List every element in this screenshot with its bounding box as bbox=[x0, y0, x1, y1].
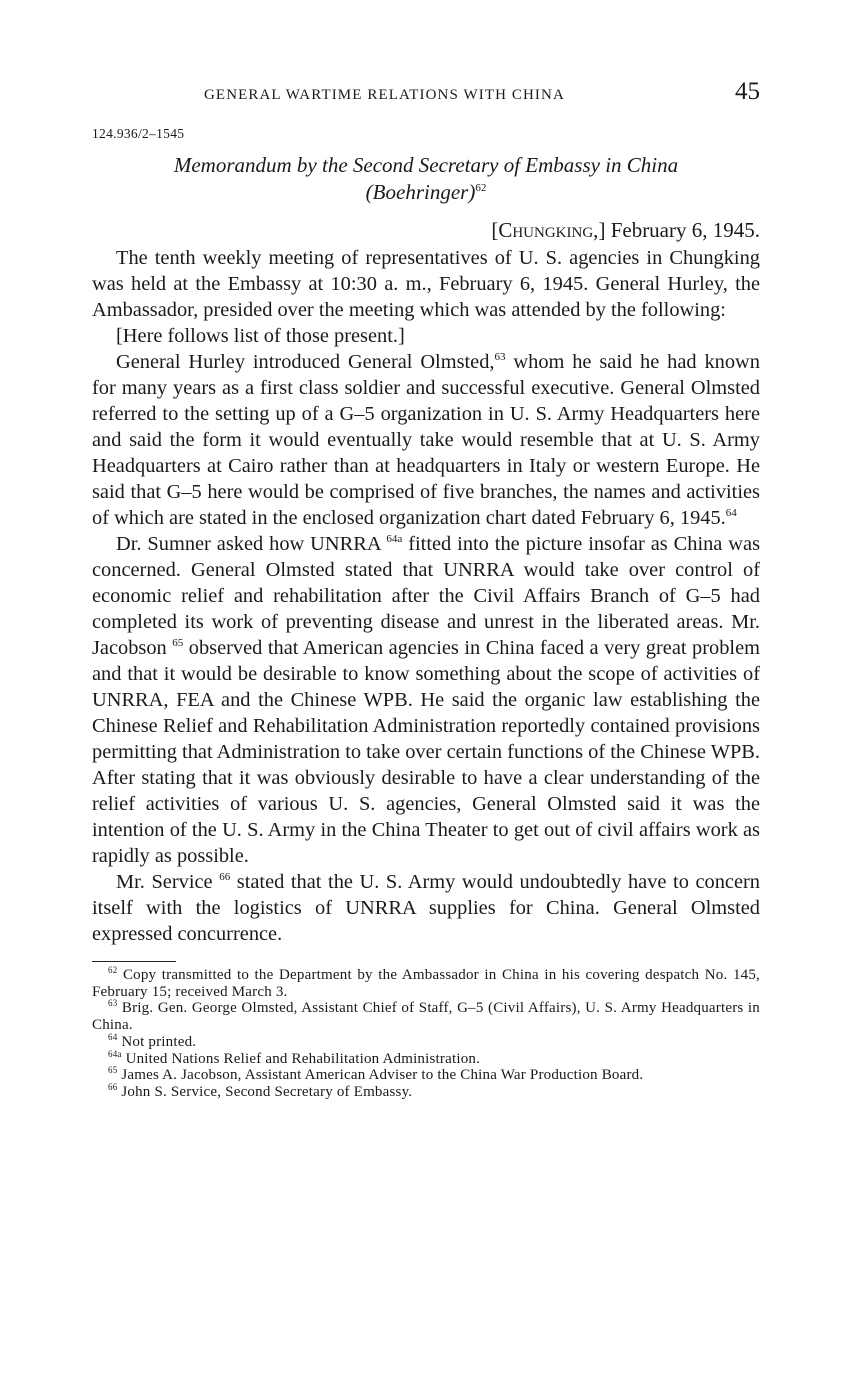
footnote-text: United Nations Relief and Rehabilitation Administration. bbox=[125, 1050, 481, 1067]
paragraph-text: observed that American agencies in China faced a very great problem and that it would be desirable to know something about the scope of activities of UNRRA, FEA and the Chinese WPB. He said the organic law establishing the Chinese Relief and Rehabilitation Administration reportedly contained provisions permitting that Administration to take over certain functions of the Chinese WPB. After stating that it was obviously desirable to have a clear understanding of the relief activities of various U. S. agencies, General Olmsted said it was the intention of the U. S. Army in the China Theater to get out of civil affairs work as rapidly as possible. bbox=[92, 637, 760, 867]
footnote-text: James A. Jacobson, Assistant American Adviser to the China War Production Board. bbox=[121, 1067, 644, 1084]
document-page bbox=[92, 78, 760, 1101]
footnote-mark: 65 bbox=[108, 1065, 118, 1076]
footnote-mark: 63 bbox=[108, 998, 118, 1009]
footnote bbox=[92, 967, 760, 1000]
footnote-ref: 63 bbox=[494, 351, 506, 364]
footnote bbox=[92, 1000, 760, 1033]
paragraph-text: The tenth weekly meeting of representatives of U. S. agencies in Chungking was held at the Embassy at 10:30 a. m., February 6, 1945. General Hurley, the Ambassador, presided over the meeting which was attended by the following: bbox=[92, 247, 760, 321]
footnote bbox=[92, 1031, 760, 1051]
paragraph-text: fitted into the picture insofar as China was concerned. General Olmsted stated that UNRRA would take over control of economic relief and rehabilitation after the Civil Affairs Branch of G–5 had completed its work of preventing disease and unrest in the liberated areas. Mr. Jacobson bbox=[92, 533, 761, 659]
footnote-text: Brig. Gen. George Olmsted, Assistant Chief of Staff, G–5 (Civil Affairs), U. S. Army Headquarters in China. bbox=[92, 1000, 760, 1034]
dateline-place: Chungking, bbox=[498, 218, 599, 242]
paragraph-text: Dr. Sumner asked how UNRRA bbox=[116, 533, 387, 555]
paragraph bbox=[92, 245, 760, 323]
footnote-ref: 64 bbox=[725, 507, 737, 520]
running-head bbox=[92, 78, 760, 110]
paragraph-text: stated that the U. S. Army would undoubtedly have to concern itself with the logistics of UNRRA supplies for China. General Olmsted expressed concurrence. bbox=[92, 871, 760, 945]
footnote-mark: 64 bbox=[108, 1031, 118, 1042]
footnote-mark: 62 bbox=[108, 965, 118, 975]
paragraph-text: Mr. Service bbox=[116, 871, 220, 893]
footnote-ref: 66 bbox=[219, 871, 231, 884]
footnote-text: Not printed. bbox=[121, 1033, 197, 1050]
paragraph bbox=[92, 869, 760, 947]
footnote-divider bbox=[92, 961, 176, 962]
footnote-ref: 64a bbox=[386, 533, 403, 546]
title-line-2 bbox=[92, 179, 760, 206]
running-title: GENERAL WARTIME RELATIONS WITH CHINA bbox=[204, 87, 565, 103]
page-number: 45 bbox=[735, 78, 760, 105]
paragraph-text: whom he said he had known for many years as a first class soldier and successful executive. General Olmsted referred to the setting up of a G–5 organization in U. S. Army Headquarters here and said the form it would eventually take would resemble that at U. S. Army Headquarters at Cairo rather than at headquarters in Italy or western Europe. He said that G–5 here would be comprised of five branches, the names and activities of which are stated in the enclosed organization chart dated February 6, 1945. bbox=[92, 351, 760, 529]
paragraph-text: General Hurley introduced General Olmsted, bbox=[116, 351, 495, 373]
file-number: 124.936/2–1545 bbox=[92, 126, 185, 141]
footnote bbox=[92, 1067, 760, 1084]
footnote-ref: 65 bbox=[172, 637, 184, 650]
paragraph bbox=[92, 531, 760, 869]
footnote bbox=[92, 1048, 760, 1068]
dateline-date: February 6, 1945. bbox=[610, 218, 760, 242]
footnote-text: John S. Service, Second Secretary of Embassy. bbox=[121, 1083, 413, 1100]
dateline: [Chungking,] February 6, 1945. bbox=[491, 218, 760, 242]
title-line-1: Memorandum by the Second Secretary of Embassy in China bbox=[173, 153, 679, 177]
paragraph-text: [Here follows list of those present.] bbox=[116, 325, 405, 347]
footnote-text: Copy transmitted to the Department by the Ambassador in China in his covering despatch No. 145, February 15; received March 3. bbox=[92, 967, 760, 1000]
footnotes bbox=[92, 967, 760, 1101]
footnote bbox=[92, 1081, 760, 1101]
paragraph bbox=[92, 349, 760, 531]
title-author: (Boehringer) bbox=[365, 180, 476, 204]
body-text bbox=[92, 245, 760, 947]
footnote-mark: 64a bbox=[108, 1048, 122, 1059]
footnote-ref: 62 bbox=[475, 182, 487, 194]
paragraph bbox=[92, 323, 760, 349]
footnote-mark: 66 bbox=[108, 1081, 118, 1092]
document-title bbox=[92, 152, 760, 206]
